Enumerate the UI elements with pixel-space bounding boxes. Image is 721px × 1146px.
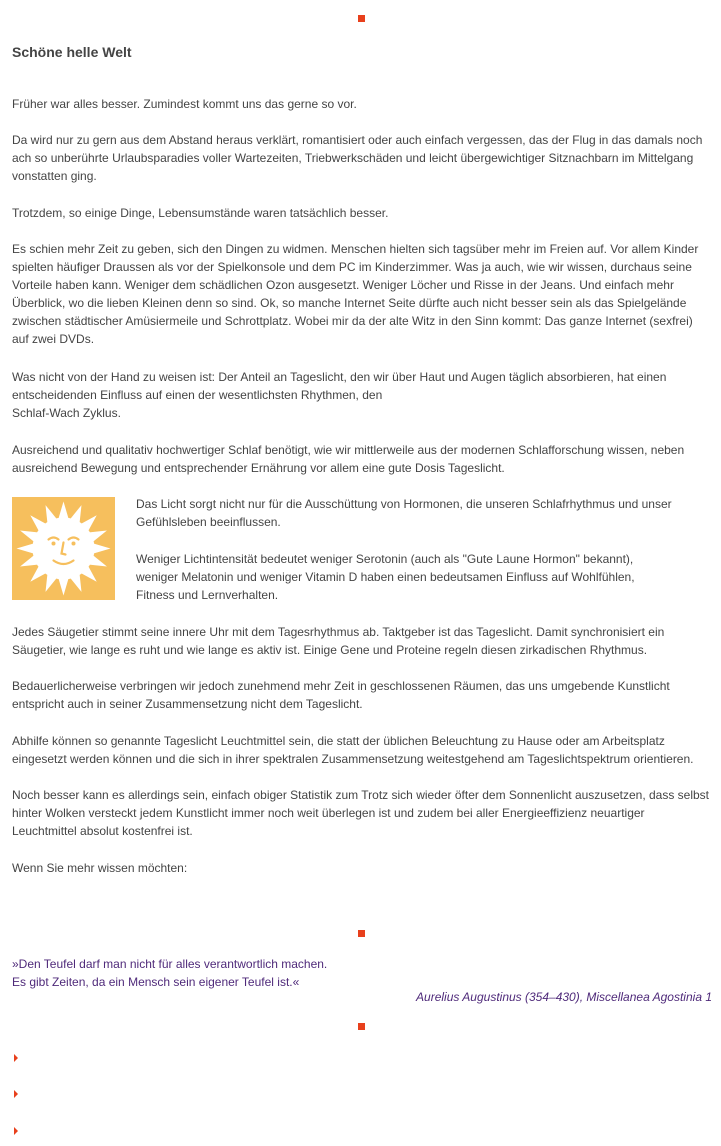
paragraph-6: Ausreichend und qualitativ hochwertiger Schlaf benötigt, wie wir mittlerweile aus der modernen Schlafforschung wissen, neben ausreichend Bewegung und entsprechender Ernährung vor allem eine gute Dosis Tageslicht. xyxy=(12,443,685,475)
sun-face-icon xyxy=(12,497,115,600)
triangle-bullet-icon[interactable] xyxy=(14,1090,18,1098)
sidebar-text-2-line-3: Fitness und Lernverhalten. xyxy=(136,588,279,602)
quote-attribution: Aurelius Augustinus (354–430), Miscellanea Agostinia 1 xyxy=(416,990,712,1004)
paragraph-9: Abhilfe können so genannte Tageslicht Leuchtmittel sein, die statt der üblichen Beleuchtung zu Hause oder am Arbeitsplatz eingesetzt werden können und die sich in ihrer spektralen Zusammensetzung weitestgehend am Tageslichtspektrum orientieren. xyxy=(12,734,694,766)
paragraph-7: Jedes Säugetier stimmt seine innere Uhr mit dem Tagesrhythmus ab. Taktgeber ist das Tageslicht. Damit synchronisiert ein Säugetier, wie lange es ruht und wie lange es aktiv ist. Einige Gene und Proteine regeln diesen zirkadischen Rhythmus. xyxy=(12,625,665,657)
paragraph-3: Trotzdem, so einige Dinge, Lebensumstände waren tatsächlich besser. xyxy=(12,206,389,220)
paragraph-2: Da wird nur zu gern aus dem Abstand heraus verklärt, romantisiert oder auch einfach vergessen, das der Flug in das damals noch ach so unberührte Urlaubsparadies voller Wartezeiten, Triebwerkschäden und leicht übergewichtiger Sitznachbarn im Mittelgang vonstatten ging. xyxy=(12,133,703,183)
sidebar-text-2-line-2: weniger Melatonin und weniger Vitamin D haben einen bedeutsamen Einfluss auf Wohlfühlen, xyxy=(136,570,635,584)
quote-line-1: »Den Teufel darf man nicht für alles verantwortlich machen. xyxy=(12,957,328,971)
triangle-bullet-icon[interactable] xyxy=(14,1127,18,1135)
paragraph-5-text: Was nicht von der Hand zu weisen ist: Der Anteil an Tageslicht, den wir über Haut und Augen täglich absorbieren, hat einen entscheidenden Einfluss auf einen der wesentlichsten Rhythmen, den xyxy=(12,370,667,402)
triangle-bullet-icon[interactable] xyxy=(14,1054,18,1062)
paragraph-10: Noch besser kann es allerdings sein, einfach obiger Statistik zum Trotz sich wieder öfter dem Sonnenlicht auszusetzen, dass selbst hinter Wolken versteckt jedem Kunstlicht immer noch weit überlegen ist und zudem bei aller Energieeffizienz neuartiger Leuchtmittel absolut kostenfrei ist. xyxy=(12,788,710,838)
paragraph-5 xyxy=(12,368,692,422)
paragraph-5-end: Schlaf-Wach Zyklus. xyxy=(12,406,121,420)
sidebar-text-2-line-1: Weniger Lichtintensität bedeutet weniger Serotonin (auch als "Gute Laune Hormon" bekannt), xyxy=(136,552,634,566)
paragraph-8: Bedauerlicherweise verbringen wir jedoch zunehmend mehr Zeit in geschlossenen Räumen, das uns umgebende Kunstlicht entspricht auch in seiner Zusammensetzung nicht dem Tageslicht. xyxy=(12,679,670,711)
square-divider-icon xyxy=(358,1023,365,1030)
square-divider-icon xyxy=(358,15,365,22)
page-title: Schöne helle Welt xyxy=(12,44,132,60)
paragraph-11: Wenn Sie mehr wissen möchten: xyxy=(12,861,188,875)
square-divider-icon xyxy=(358,930,365,937)
quote-text xyxy=(12,955,327,991)
paragraph-4: Es schien mehr Zeit zu geben, sich den Dingen zu widmen. Menschen hielten sich tagsüber mehr im Freien auf. Vor allem Kinder spielten häufiger Draussen als vor der Spielkonsole und dem PC im Kinderzimmer. Was ja auch, wie wir wissen, durchaus seine Vorteile haben kann. Weniger dem schädlichen Ozon ausgesetzt. Weniger Löcher und Risse in der Jeans. Und einfach mehr Überblick, wo die lieben Kleinen denn so sind. Ok, so manche Internet Seite dürfte auch nicht besser sein als das Spielgelände zwischen städtischer Amüsiermeile und Schrottplatz. Wobei mir da der alte Witz in den Sinn kommt: Das ganze Internet (sexfrei) auf zwei DVDs. xyxy=(12,242,699,346)
paragraph-1: Früher war alles besser. Zumindest kommt uns das gerne so vor. xyxy=(12,97,357,111)
sidebar-text-1: Das Licht sorgt nicht nur für die Ausschüttung von Hormonen, die unseren Schlafrhythmus und unser Gefühlsleben beeinflussen. xyxy=(136,497,672,529)
sidebar-text-2 xyxy=(136,550,696,604)
quote-line-2: Es gibt Zeiten, da ein Mensch sein eigener Teufel ist.« xyxy=(12,975,300,989)
